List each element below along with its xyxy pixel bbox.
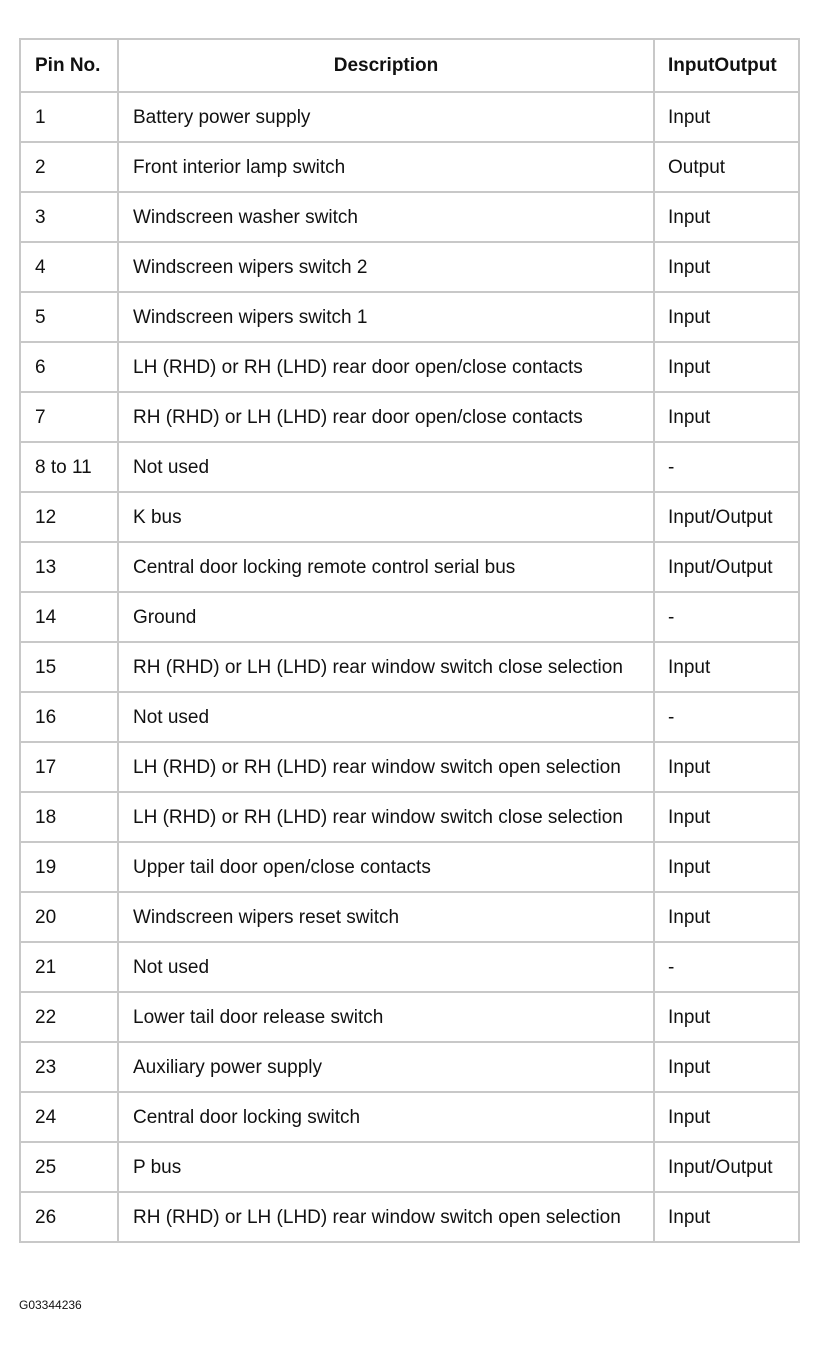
cell-pin-no: 15 — [20, 642, 118, 692]
header-input-output: InputOutput — [654, 39, 799, 92]
table-row — [20, 342, 799, 392]
cell-pin-no: 7 — [20, 392, 118, 442]
cell-input-output: Input — [654, 892, 799, 942]
table-row — [20, 1142, 799, 1192]
cell-description: Auxiliary power supply — [118, 1042, 654, 1092]
cell-description: Not used — [118, 692, 654, 742]
cell-description: Central door locking switch — [118, 1092, 654, 1142]
cell-description: Windscreen wipers switch 1 — [118, 292, 654, 342]
table-row — [20, 542, 799, 592]
cell-input-output: - — [654, 442, 799, 492]
cell-input-output: Input/Output — [654, 492, 799, 542]
cell-description: K bus — [118, 492, 654, 542]
header-pin-no: Pin No. — [20, 39, 118, 92]
cell-input-output: Input — [654, 292, 799, 342]
cell-description: Front interior lamp switch — [118, 142, 654, 192]
cell-description: Lower tail door release switch — [118, 992, 654, 1042]
table-row — [20, 592, 799, 642]
table-row — [20, 192, 799, 242]
table-row — [20, 842, 799, 892]
table-row — [20, 1042, 799, 1092]
cell-input-output: Input/Output — [654, 1142, 799, 1192]
cell-description: LH (RHD) or RH (LHD) rear window switch close selection — [118, 792, 654, 842]
table-row — [20, 742, 799, 792]
table-row — [20, 1092, 799, 1142]
cell-pin-no: 2 — [20, 142, 118, 192]
cell-description: Central door locking remote control serial bus — [118, 542, 654, 592]
cell-description: Windscreen wipers switch 2 — [118, 242, 654, 292]
cell-description: RH (RHD) or LH (LHD) rear door open/close contacts — [118, 392, 654, 442]
cell-pin-no: 23 — [20, 1042, 118, 1092]
cell-input-output: Input — [654, 1042, 799, 1092]
table-row — [20, 392, 799, 442]
cell-pin-no: 6 — [20, 342, 118, 392]
cell-description: LH (RHD) or RH (LHD) rear window switch open selection — [118, 742, 654, 792]
cell-input-output: - — [654, 592, 799, 642]
cell-input-output: - — [654, 692, 799, 742]
cell-description: RH (RHD) or LH (LHD) rear window switch open selection — [118, 1192, 654, 1242]
table-row — [20, 642, 799, 692]
cell-input-output: Input — [654, 792, 799, 842]
cell-pin-no: 17 — [20, 742, 118, 792]
cell-pin-no: 21 — [20, 942, 118, 992]
cell-pin-no: 19 — [20, 842, 118, 892]
cell-description: Upper tail door open/close contacts — [118, 842, 654, 892]
table-row — [20, 942, 799, 992]
cell-pin-no: 25 — [20, 1142, 118, 1192]
table-header-row — [20, 39, 799, 92]
cell-input-output: Input/Output — [654, 542, 799, 592]
cell-input-output: Input — [654, 392, 799, 442]
cell-description: Windscreen wipers reset switch — [118, 892, 654, 942]
header-description: Description — [118, 39, 654, 92]
cell-input-output: Input — [654, 1192, 799, 1242]
cell-input-output: Input — [654, 842, 799, 892]
cell-input-output: Output — [654, 142, 799, 192]
cell-pin-no: 20 — [20, 892, 118, 942]
cell-input-output: Input — [654, 992, 799, 1042]
cell-pin-no: 3 — [20, 192, 118, 242]
table-row — [20, 792, 799, 842]
cell-input-output: Input — [654, 342, 799, 392]
cell-pin-no: 22 — [20, 992, 118, 1042]
cell-pin-no: 5 — [20, 292, 118, 342]
cell-input-output: Input — [654, 192, 799, 242]
cell-pin-no: 4 — [20, 242, 118, 292]
table-row — [20, 692, 799, 742]
table-row — [20, 442, 799, 492]
cell-description: RH (RHD) or LH (LHD) rear window switch close selection — [118, 642, 654, 692]
cell-pin-no: 14 — [20, 592, 118, 642]
cell-input-output: Input — [654, 92, 799, 142]
cell-description: Windscreen washer switch — [118, 192, 654, 242]
table-row — [20, 492, 799, 542]
pin-table — [19, 38, 800, 1243]
cell-input-output: Input — [654, 642, 799, 692]
table-row — [20, 1192, 799, 1242]
cell-pin-no: 16 — [20, 692, 118, 742]
cell-description: P bus — [118, 1142, 654, 1192]
cell-pin-no: 8 to 11 — [20, 442, 118, 492]
cell-description: Not used — [118, 442, 654, 492]
cell-description: Ground — [118, 592, 654, 642]
table-row — [20, 992, 799, 1042]
table-row — [20, 292, 799, 342]
cell-pin-no: 1 — [20, 92, 118, 142]
cell-pin-no: 24 — [20, 1092, 118, 1142]
cell-input-output: - — [654, 942, 799, 992]
table-row — [20, 242, 799, 292]
cell-input-output: Input — [654, 242, 799, 292]
cell-pin-no: 13 — [20, 542, 118, 592]
cell-input-output: Input — [654, 742, 799, 792]
cell-input-output: Input — [654, 1092, 799, 1142]
cell-description: LH (RHD) or RH (LHD) rear door open/close contacts — [118, 342, 654, 392]
table-row — [20, 92, 799, 142]
cell-pin-no: 26 — [20, 1192, 118, 1242]
cell-description: Battery power supply — [118, 92, 654, 142]
table-row — [20, 892, 799, 942]
cell-pin-no: 18 — [20, 792, 118, 842]
cell-pin-no: 12 — [20, 492, 118, 542]
table-body — [20, 92, 799, 1242]
table-row — [20, 142, 799, 192]
figure-id: G03344236 — [19, 1298, 82, 1312]
cell-description: Not used — [118, 942, 654, 992]
